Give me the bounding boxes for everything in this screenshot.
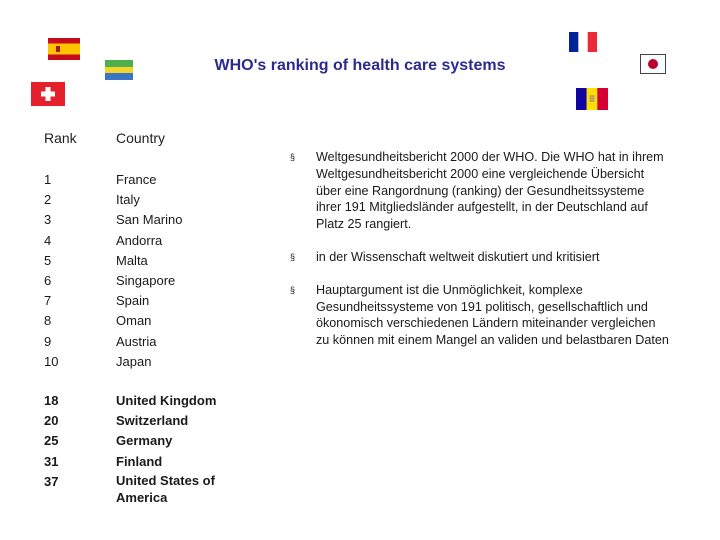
page-title: WHO's ranking of health care systems (214, 57, 506, 74)
top-ten-ranks (44, 170, 58, 372)
france-flag (569, 32, 597, 52)
bullet-mark: § (290, 284, 296, 295)
bullet-list (290, 149, 670, 365)
country-cell: Germany (116, 433, 173, 449)
rank-cell: 37 (44, 473, 59, 489)
rank-cell: 10 (44, 353, 59, 369)
andorra-flag-graphic (576, 88, 608, 110)
country-cell: United Kingdom (116, 393, 217, 408)
rank-cell: 31 (44, 453, 59, 469)
country-cell: Andorra (116, 232, 163, 248)
bullet-mark: § (290, 251, 296, 262)
france-flag-graphic (569, 32, 597, 52)
country-cell: Austria (116, 333, 157, 349)
country-cell: Malta (116, 252, 148, 268)
rank-cell: 6 (44, 273, 52, 289)
other-ranks (44, 391, 58, 492)
rank-cell: 9 (44, 333, 52, 349)
country-cell: San Marino (116, 212, 183, 228)
other-countries (116, 391, 246, 506)
bullet-text: Hauptargument ist die Unmöglichkeit, komplexe Gesundheitssysteme von 191 politisch, gesellschaftlich und ökonomisch verschiedenen Ländern miteinander vergleichen zu können mit einem Mangel an validen und belastbaren Daten (316, 282, 669, 348)
rank-cell: 20 (44, 413, 59, 429)
country-header: Country (116, 130, 166, 146)
bullet-item (290, 249, 670, 266)
rank-cell: 2 (44, 192, 52, 208)
rank-cell: 4 (44, 232, 52, 248)
country-cell: France (116, 172, 157, 187)
country-cell: Japan (116, 353, 152, 369)
switzerland-flag-graphic (31, 82, 65, 106)
rank-cell: 1 (44, 172, 52, 187)
country-cell: United States of America (116, 472, 215, 505)
top-ten-countries (116, 170, 182, 372)
country-cell: Switzerland (116, 413, 189, 429)
rank-header: Rank (44, 130, 77, 146)
rank-cell: 18 (44, 393, 59, 408)
country-cell: Italy (116, 192, 140, 208)
bullet-mark: § (290, 152, 296, 162)
country-cell: Singapore (116, 273, 176, 289)
rank-cell: 3 (44, 212, 52, 228)
rank-cell: 7 (44, 293, 52, 309)
bullet-item (290, 282, 670, 349)
andorra-flag (576, 88, 608, 110)
switzerland-flag (31, 82, 65, 106)
rank-cell: 25 (44, 433, 59, 449)
bullet-text: Weltgesundheitsbericht 2000 der WHO. Die WHO hat in ihrem Weltgesundheitsbericht 2000 eine vergleichende Übersicht über eine Rangordnung (ranking) der Gesundheitssysteme ihrer 191 Mitgliedsländer aufgestellt, in der Deutschland auf Platz 25 rangiert. (316, 150, 664, 232)
bullet-text: in der Wissenschaft weltweit diskutiert und kritisiert (316, 249, 600, 264)
rank-cell: 8 (44, 313, 52, 329)
rank-cell: 5 (44, 252, 52, 268)
bullet-item (290, 149, 670, 233)
country-cell: Finland (116, 453, 163, 469)
country-cell: Oman (116, 313, 152, 329)
country-cell: Spain (116, 293, 150, 309)
